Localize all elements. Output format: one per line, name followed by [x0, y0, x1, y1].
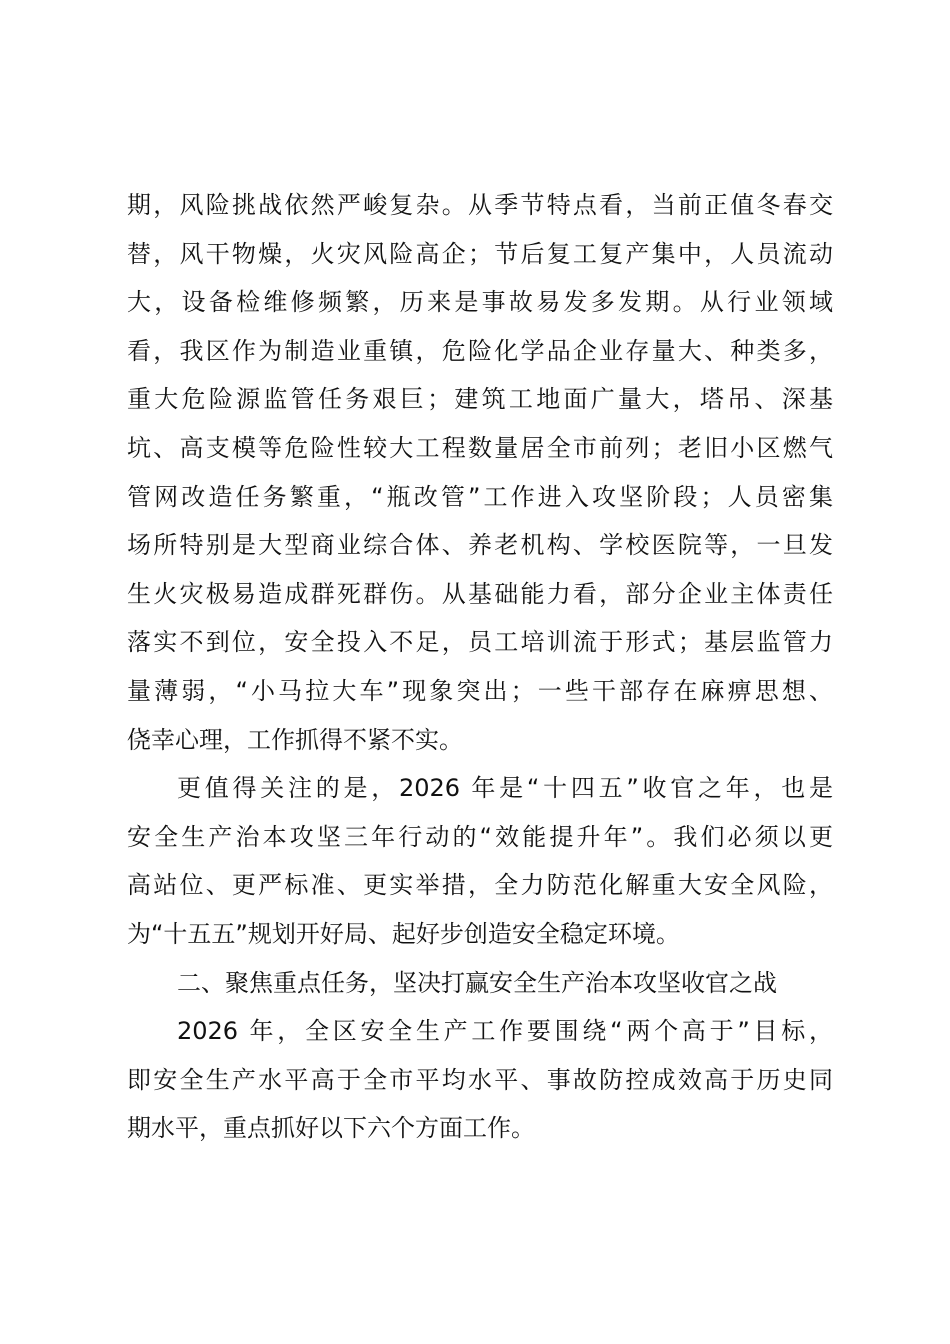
text-line: 为“十五五”规划开好局、起好步创造安全稳定环境。 [127, 919, 680, 948]
text-line: 生火灾极易造成群死群伤。从基础能力看，部分企业主体责任 [127, 579, 833, 608]
text-line: 即安全生产水平高于全市平均水平、事故防控成效高于历史同 [127, 1065, 833, 1094]
text-line: 期水平，重点抓好以下六个方面工作。 [127, 1114, 535, 1143]
paragraph-risk-analysis [127, 181, 833, 764]
text-line: 高站位、更严标准、更实举措，全力防范化解重大安全风险， [127, 871, 833, 900]
text-line: 2026 年，全区安全生产工作要围绕“两个高于”目标， [177, 1017, 833, 1046]
text-line: 更值得关注的是，2026 年是“十四五”收官之年，也是 [177, 774, 833, 803]
text-line: 坑、高支模等危险性较大工程数量居全市前列；老旧小区燃气 [127, 433, 833, 462]
text-line: 大，设备检维修频繁，历来是事故易发多发期。从行业领域 [127, 288, 833, 317]
text-line: 重大危险源监管任务艰巨；建筑工地面广量大，塔吊、深基 [127, 385, 833, 414]
text-line: 管网改造任务繁重，“瓶改管”工作进入攻坚阶段；人员密集 [127, 482, 833, 511]
paragraph-key-year [127, 764, 833, 958]
text-line: 侥幸心理，工作抓得不紧不实。 [127, 725, 463, 754]
heading-line: 二、聚焦重点任务，坚决打赢安全生产治本攻坚收官之战 [177, 968, 777, 997]
text-line: 替，风干物燥，火灾风险高企；节后复工复产集中，人员流动 [127, 239, 833, 268]
text-line: 安全生产治本攻坚三年行动的“效能提升年”。我们必须以更 [127, 822, 833, 851]
document-page [127, 181, 833, 1153]
text-line: 场所特别是大型商业综合体、养老机构、学校医院等，一旦发 [127, 531, 833, 560]
text-line: 期，风险挑战依然严峻复杂。从季节特点看，当前正值冬春交 [127, 191, 833, 219]
text-line: 量薄弱，“小马拉大车”现象突出；一些干部存在麻痹思想、 [127, 676, 833, 705]
section-heading [127, 959, 833, 1008]
paragraph-goals [127, 1007, 833, 1153]
text-line: 落实不到位，安全投入不足，员工培训流于形式；基层监管力 [127, 628, 833, 657]
text-line: 看，我区作为制造业重镇，危险化学品企业存量大、种类多， [127, 336, 833, 365]
